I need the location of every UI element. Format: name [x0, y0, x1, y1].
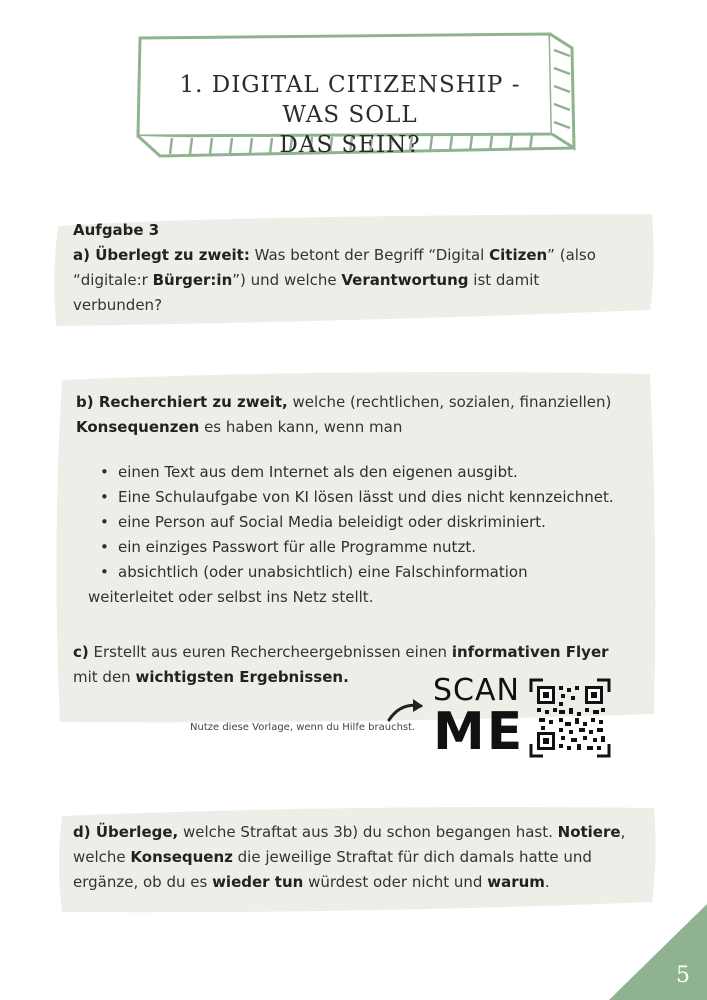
template-hint: Nutze diese Vorlage, wenn du Hilfe brauchst. — [190, 722, 416, 733]
task-a-text: Aufgabe 3 a) Überlegt zu zweit: Was betont der Begriff “Digital Citizen” (also “digitale:r Bürger:in”) und welche Verantwortung ist damit verbunden? — [73, 221, 596, 314]
list-item: • eine Person auf Social Media beleidigt oder diskriminiert. — [88, 510, 658, 535]
list-item: • ein einziges Passwort für alle Programme nutzt. — [88, 535, 658, 560]
arrow-icon — [385, 696, 429, 724]
task-c-text: c) Erstellt aus euren Rechercheergebnissen einen informativen Flyer mit den wichtigsten Ergebnissen. — [73, 643, 609, 686]
list-item: • einen Text aus dem Internet als den eigenen ausgibt. — [88, 460, 658, 485]
list-item: • Eine Schulaufgabe von KI lösen lässt und dies nicht kennzeichnet. — [88, 485, 658, 510]
task-d-text: d) Überlege, welche Straftat aus 3b) du schon begangen hast. Notiere, welche Konsequenz die jeweilige Straftat für dich damals hatte und ergänze, ob du es wieder tun würdest oder nicht und warum. — [73, 823, 626, 891]
list-item-continuation: weiterleitet oder selbst ins Netz stellt. — [88, 588, 374, 606]
consequence-list — [88, 460, 658, 585]
title-box — [132, 30, 578, 170]
list-item: • absichtlich (oder unabsichtlich) eine Falschinformation — [88, 560, 658, 585]
task-heading: Aufgabe 3 — [73, 221, 160, 239]
page-corner-triangle — [609, 904, 707, 1000]
page-number: 5 — [676, 963, 690, 988]
me-label: ME — [433, 702, 525, 762]
scan-label: SCAN — [433, 673, 520, 708]
task-b-text: b) Recherchiert zu zweit, welche (rechtlichen, sozialen, finanziellen) Konsequenzen es haben kann, wenn man — [76, 393, 612, 436]
scan-me-block — [385, 673, 615, 762]
page-title: 1. DIGITAL CITIZENSHIP - WAS SOLL DAS SEIN? — [179, 72, 521, 158]
qr-code[interactable] — [529, 678, 611, 758]
